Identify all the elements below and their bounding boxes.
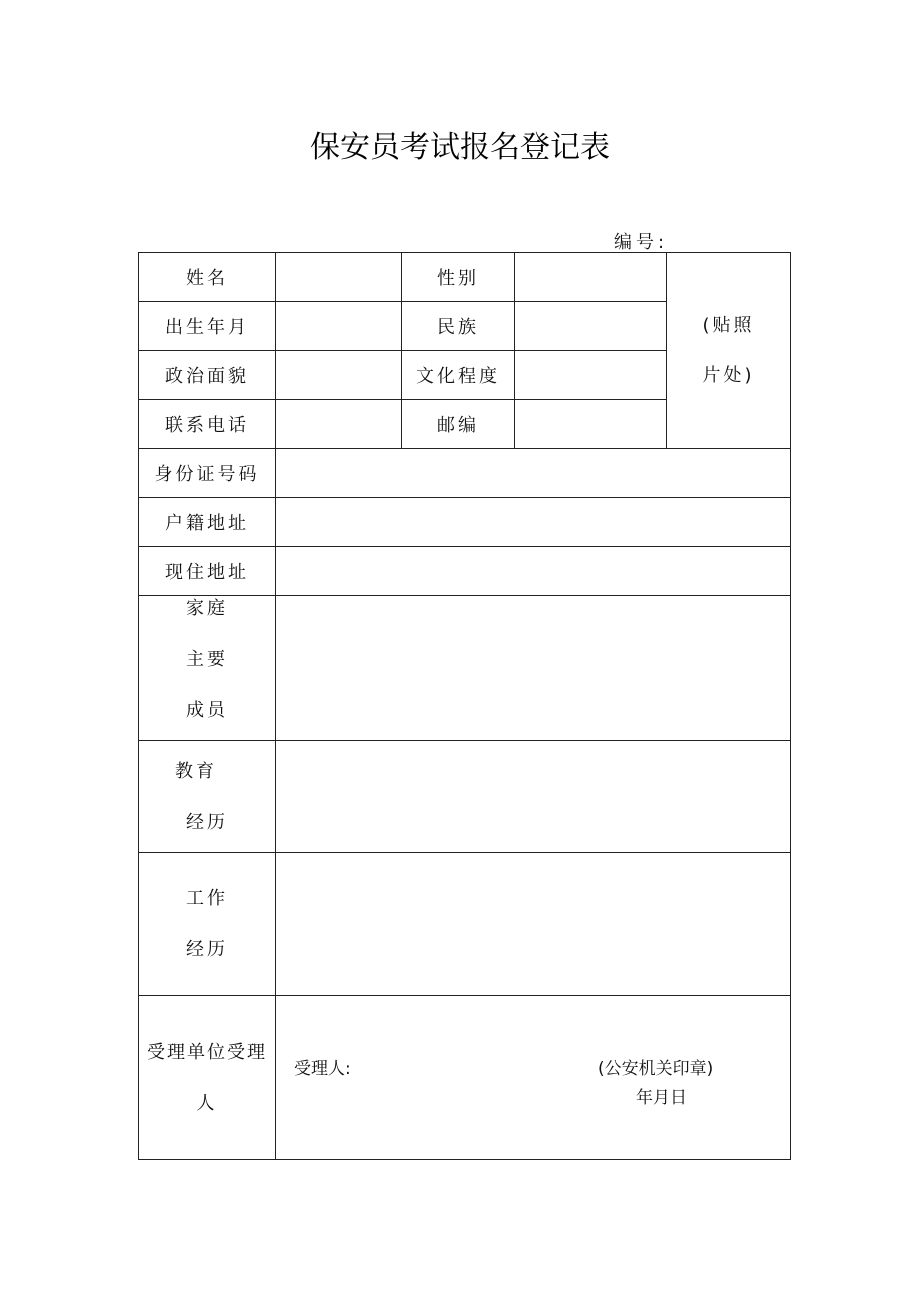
education-history-label-line2: 经历 <box>186 811 228 833</box>
registration-form <box>138 252 791 1160</box>
family-label-line2: 主要 <box>186 649 228 670</box>
photo-area[interactable] <box>667 253 791 449</box>
receiving-unit-label-line2: 人 <box>196 1092 218 1114</box>
education-history-field[interactable] <box>276 741 791 853</box>
family-label-line3: 成员 <box>186 700 228 721</box>
current-address-field[interactable] <box>276 547 791 596</box>
id-number-label: 身份证号码 <box>139 449 276 498</box>
education-history-label-line1: 教育 <box>175 760 217 782</box>
phone-label: 联系电话 <box>139 400 276 449</box>
education-level-label: 文化程度 <box>402 351 515 400</box>
gender-field[interactable] <box>515 253 667 302</box>
phone-field[interactable] <box>276 400 402 449</box>
postcode-label: 邮编 <box>402 400 515 449</box>
serial-number-label: 编号: <box>614 232 669 253</box>
household-address-field[interactable] <box>276 498 791 547</box>
id-number-field[interactable] <box>276 449 791 498</box>
receiver-label: 受理人: <box>294 1059 351 1079</box>
date-label: 年月日 <box>636 1088 687 1108</box>
gender-label: 性别 <box>402 253 515 302</box>
education-level-field[interactable] <box>515 351 667 400</box>
birth-label: 出生年月 <box>139 302 276 351</box>
work-history-label-line1: 工作 <box>186 888 228 909</box>
page-title: 保安员考试报名登记表 <box>310 130 610 165</box>
postcode-field[interactable] <box>515 400 667 449</box>
current-address-label: 现住地址 <box>139 547 276 596</box>
work-history-label-line2: 经历 <box>186 939 228 960</box>
name-field[interactable] <box>276 253 402 302</box>
political-field[interactable] <box>276 351 402 400</box>
household-address-label: 户籍地址 <box>139 498 276 547</box>
family-label-line1: 家庭 <box>186 598 228 619</box>
ethnicity-field[interactable] <box>515 302 667 351</box>
photo-hint-line1: (贴照 <box>702 314 755 336</box>
seal-label: (公安机关印章) <box>598 1059 714 1079</box>
name-label: 姓名 <box>139 253 276 302</box>
political-label: 政治面貌 <box>139 351 276 400</box>
family-label <box>139 596 276 741</box>
receiving-unit-field[interactable] <box>276 996 791 1160</box>
education-history-label <box>139 741 276 853</box>
birth-field[interactable] <box>276 302 402 351</box>
receiving-unit-label-line1: 受理单位受理 <box>147 1041 267 1063</box>
work-history-field[interactable] <box>276 853 791 996</box>
photo-hint-line2: 片处) <box>702 364 755 386</box>
work-history-label <box>139 853 276 996</box>
receiving-unit-label <box>139 996 276 1160</box>
family-field[interactable] <box>276 596 791 741</box>
ethnicity-label: 民族 <box>402 302 515 351</box>
